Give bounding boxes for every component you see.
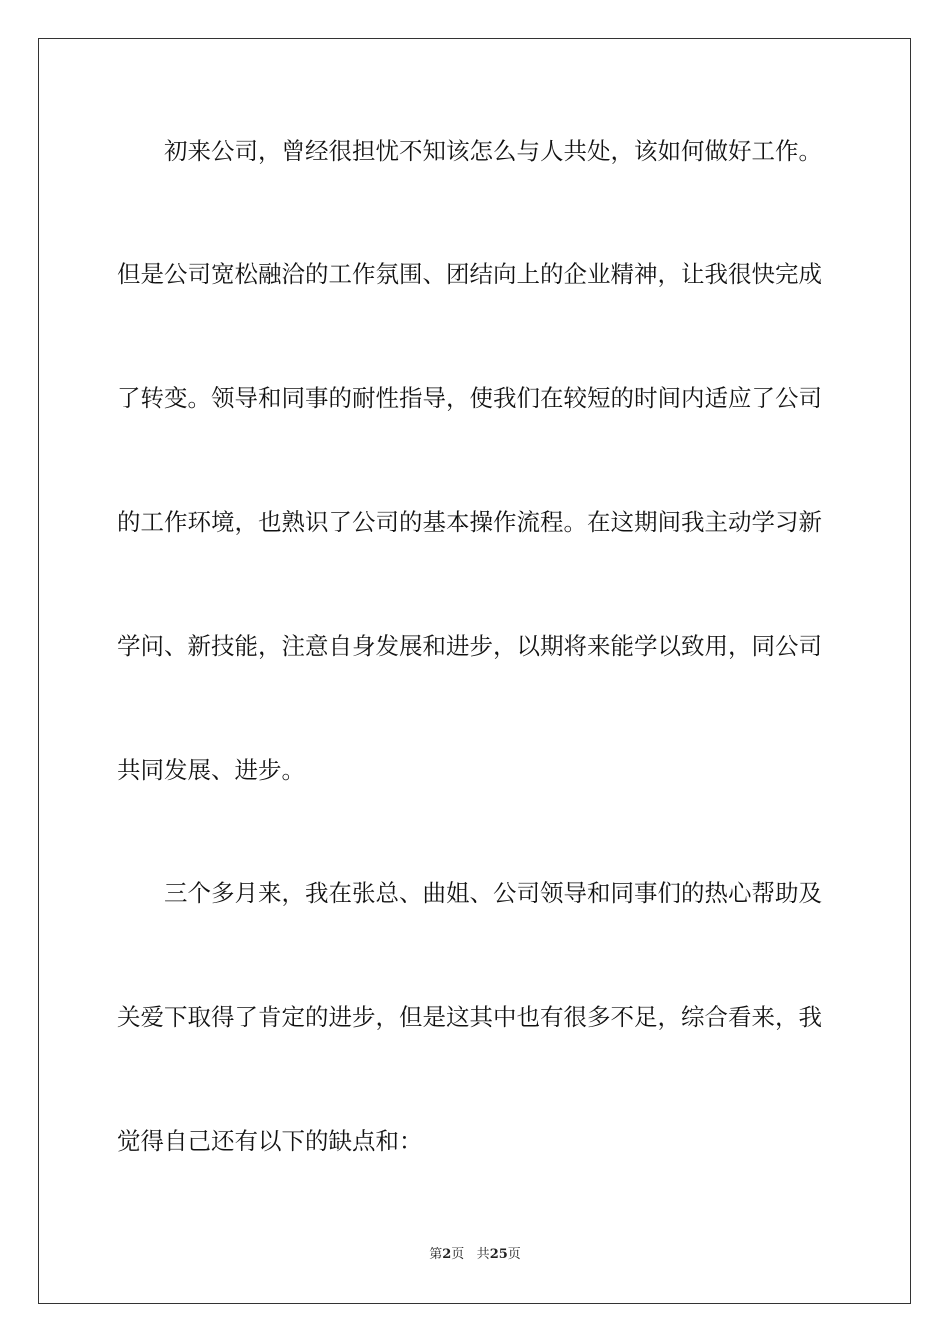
paragraph-1-line-2: 但是公司宽松融洽的工作氛围、团结向上的企业精神，让我很快完成 xyxy=(117,260,822,288)
page-border xyxy=(38,38,911,1304)
footer-total-pages: 25 xyxy=(489,1247,508,1262)
paragraph-2-line-1: 三个多月来，我在张总、曲姐、公司领导和同事们的热心帮助及 xyxy=(164,879,822,907)
paragraph-1-line-4: 的工作环境，也熟识了公司的基本操作流程。在这期间我主动学习新 xyxy=(117,508,822,536)
paragraph-2-line-3: 觉得自己还有以下的缺点和： xyxy=(117,1127,423,1155)
paragraph-1-line-5: 学问、新技能，注意自身发展和进步，以期将来能学以致用，同公司 xyxy=(117,632,822,660)
paragraph-1-line-6: 共同发展、进步。 xyxy=(117,756,305,784)
paragraph-1-line-1: 初来公司，曾经很担忧不知该怎么与人共处，该如何做好工作。 xyxy=(164,137,822,165)
page-footer xyxy=(0,1246,950,1264)
paragraph-1-line-3: 了转变。领导和同事的耐性指导，使我们在较短的时间内适应了公司 xyxy=(117,384,822,412)
footer-total-prefix: 共 xyxy=(476,1247,490,1262)
footer-page-number: 2 xyxy=(442,1247,452,1262)
footer-total-suffix: 页 xyxy=(507,1247,521,1262)
footer-page-suffix: 页 xyxy=(451,1247,465,1262)
footer-page-prefix: 第 xyxy=(429,1247,443,1262)
paragraph-2-line-2: 关爱下取得了肯定的进步，但是这其中也有很多不足，综合看来，我 xyxy=(117,1003,822,1031)
